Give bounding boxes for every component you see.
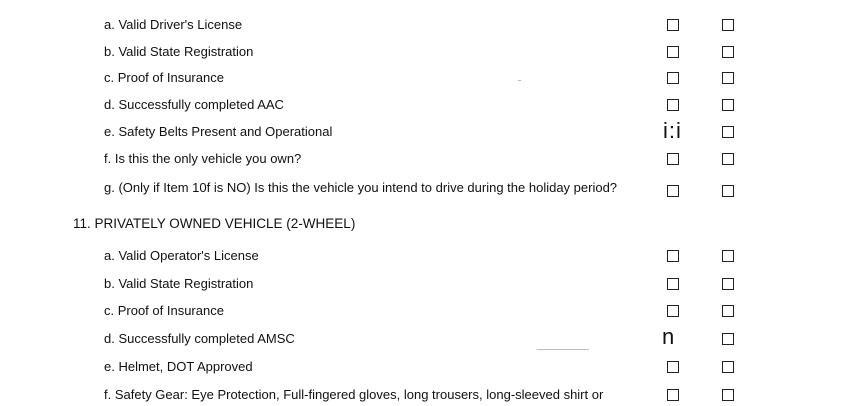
scan-speck xyxy=(537,349,589,350)
yes-checkbox[interactable] xyxy=(667,250,679,262)
section10-item-d xyxy=(0,94,850,116)
item-label: g. (Only if Item 10f is NO) Is this the vehicle you intend to drive during the holiday period? xyxy=(104,180,618,195)
item-label: a. Valid Operator's License xyxy=(104,248,259,263)
section10-item-b xyxy=(0,41,850,63)
section11-item-b xyxy=(0,273,850,295)
no-checkbox[interactable] xyxy=(722,99,734,111)
item-label: b. Valid State Registration xyxy=(104,276,254,291)
section10-item-c xyxy=(0,67,850,89)
no-checkbox[interactable] xyxy=(722,19,734,31)
yes-checkbox[interactable] xyxy=(667,185,679,197)
item-label: f. Safety Gear: Eye Protection, Full-fingered gloves, long trousers, long-sleeved shirt or xyxy=(104,387,604,402)
section11-item-d xyxy=(0,324,850,350)
item-label: d. Successfully completed AAC xyxy=(104,97,284,112)
yes-checkbox[interactable] xyxy=(667,389,679,401)
section10-item-e xyxy=(0,118,850,143)
item-label: c. Proof of Insurance xyxy=(104,303,224,318)
yes-checkbox[interactable] xyxy=(667,99,679,111)
no-checkbox[interactable] xyxy=(722,278,734,290)
yes-checkbox[interactable] xyxy=(667,361,679,373)
section11-item-a xyxy=(0,245,850,267)
no-checkbox[interactable] xyxy=(722,389,734,401)
no-checkbox[interactable] xyxy=(722,305,734,317)
no-checkbox[interactable] xyxy=(722,361,734,373)
section10-item-g xyxy=(0,177,850,199)
section11-item-c xyxy=(0,300,850,322)
no-checkbox[interactable] xyxy=(722,46,734,58)
yes-checkbox[interactable] xyxy=(667,46,679,58)
cut-off-no-column-header xyxy=(720,0,740,6)
item-label: d. Successfully completed AMSC xyxy=(104,331,295,346)
yes-checkbox[interactable] xyxy=(667,278,679,290)
no-checkbox[interactable] xyxy=(722,250,734,262)
item-label: e. Helmet, DOT Approved xyxy=(104,359,253,374)
no-checkbox[interactable] xyxy=(722,72,734,84)
item-label: f. Is this the only vehicle you own? xyxy=(104,151,302,166)
section10-item-a xyxy=(0,14,850,36)
item-label: c. Proof of Insurance xyxy=(104,70,224,85)
yes-checkbox[interactable] xyxy=(667,153,679,165)
cut-off-yes-column-header xyxy=(660,0,690,6)
cut-off-section-heading xyxy=(100,0,360,6)
yes-checkbox-glyph[interactable]: n xyxy=(662,324,676,349)
yes-checkbox[interactable] xyxy=(667,72,679,84)
scan-speck xyxy=(518,80,521,81)
section11-title: 11. PRIVATELY OWNED VEHICLE (2-WHEEL) xyxy=(73,216,356,231)
no-checkbox[interactable] xyxy=(722,126,734,138)
section11-item-e xyxy=(0,356,850,378)
yes-checkbox[interactable] xyxy=(667,305,679,317)
item-label: b. Valid State Registration xyxy=(104,44,254,59)
section11-item-f xyxy=(0,384,850,406)
no-checkbox[interactable] xyxy=(722,333,734,345)
yes-checkbox-glyph[interactable]: i:i xyxy=(663,118,682,143)
item-label: e. Safety Belts Present and Operational xyxy=(104,124,333,139)
yes-checkbox[interactable] xyxy=(667,19,679,31)
section10-item-f xyxy=(0,148,850,170)
no-checkbox[interactable] xyxy=(722,153,734,165)
no-checkbox[interactable] xyxy=(722,185,734,197)
item-label: a. Valid Driver's License xyxy=(104,17,243,32)
